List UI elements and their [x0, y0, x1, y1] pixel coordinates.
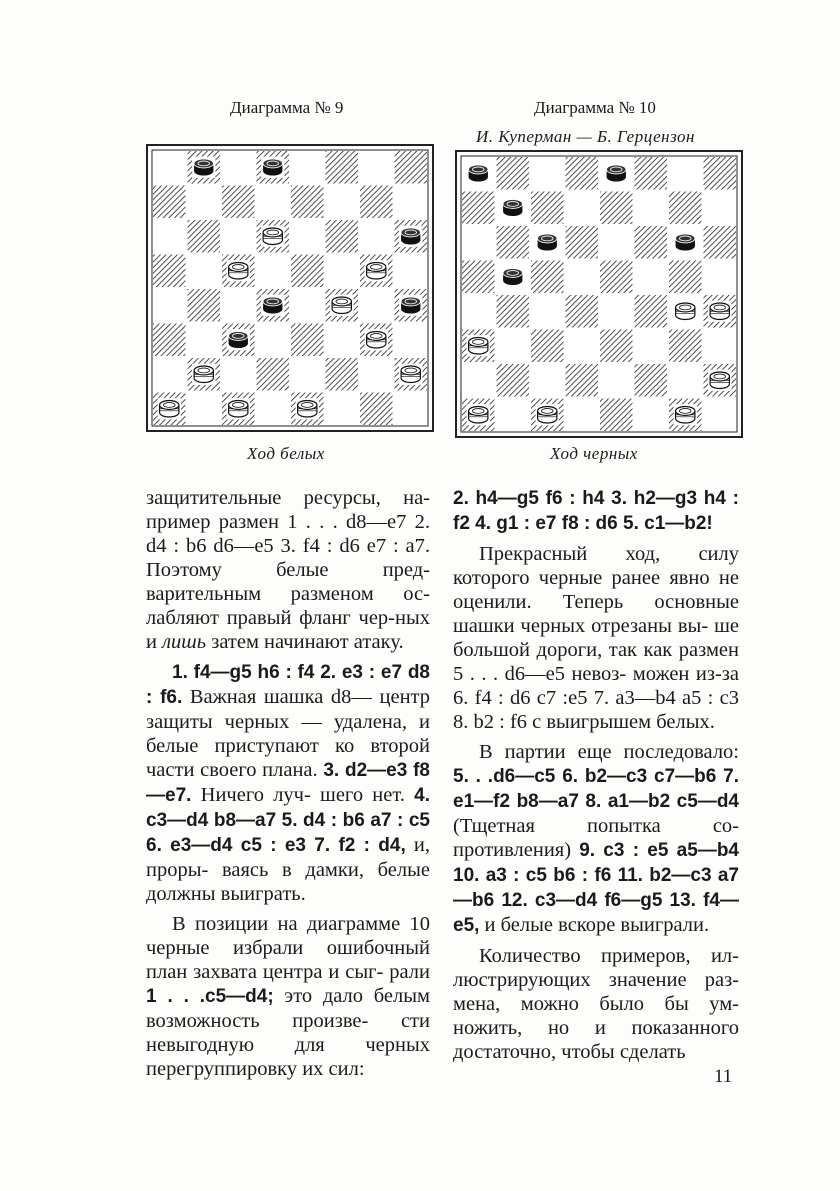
white-checker-h2[interactable]	[708, 370, 731, 391]
white-checker-c5[interactable]	[227, 260, 250, 281]
white-checker-e1[interactable]	[296, 398, 319, 419]
dark-square	[531, 330, 564, 363]
diagram-10-title: Диаграмма № 10	[534, 98, 656, 117]
dark-square	[635, 295, 668, 328]
board-10-svg	[455, 150, 743, 438]
dark-square	[326, 358, 359, 391]
dark-square	[153, 186, 186, 219]
dark-square	[462, 261, 495, 294]
white-checker-c1[interactable]	[536, 404, 559, 425]
diagram-9-turn: Ход белых	[247, 444, 325, 463]
dark-square	[497, 157, 530, 190]
black-checker-h4[interactable]	[399, 295, 422, 316]
dark-square	[222, 186, 255, 219]
dark-square	[360, 186, 393, 219]
dark-square	[600, 192, 633, 225]
move-notation: 1. f4—g5 h6 : f4 2. e3 : e7 d8 : f6.	[146, 662, 430, 708]
dark-square	[291, 324, 324, 357]
dark-square	[600, 399, 633, 432]
white-checker-c1[interactable]	[227, 398, 250, 419]
dark-square	[635, 364, 668, 397]
dark-square	[669, 192, 702, 225]
dark-square	[566, 157, 599, 190]
left-paragraph-1: защитительные ресурсы, на-пример размен 1 . . . d8—e7 2. d4 : b6 d6—e5 3. f4 : d6 e7 : a7. Поэтому белые пред-варительным разменом ос-лабляют правый фланг чер-ных и лишь затем начинают атаку.	[146, 487, 430, 653]
dark-square	[669, 330, 702, 363]
dark-square	[188, 289, 221, 322]
board-diagram-10	[455, 150, 743, 438]
move-notation: 1 . . .c5—d4;	[146, 986, 274, 1007]
left-paragraph-2: 1. f4—g5 h6 : f4 2. e3 : e7 d8 : f6. Важная шашка d8— центр защиты черных — удалена, и белые приступают ко второй части своего плана. 3. d2—e3 f8—e7. Ничего луч- шего нет. 4. c3—d4 b8—a7 5. d4 : b6 a7 : c5 6. e3—d4 c5 : e3 7. f2 : d4, и, проры- ваясь в дамки, белые должны выиграть.	[146, 662, 431, 905]
dark-square	[291, 186, 324, 219]
dark-square	[600, 261, 633, 294]
dark-square	[291, 255, 324, 288]
black-checker-h6[interactable]	[399, 226, 422, 247]
white-checker-a1[interactable]	[158, 398, 181, 419]
white-checker-h4[interactable]	[708, 301, 731, 322]
dark-square	[497, 364, 530, 397]
black-checker-a8[interactable]	[467, 163, 490, 184]
right-paragraph-3: В партии еще последовало: 5. . .d6—c5 6. b2—c3 c7—b6 7. e1—f2 b8—a7 8. a1—b2 c5—d4 (Тщетная попытка со- противления) 9. c3 : e5 a5—b4 10. a3 : c5 b6 : f6 11. b2—c3 a7—b6 12. c3—d4 f6—g5 13. f4—e5, и белые вскоре выиграли.	[453, 741, 739, 936]
white-checker-g5[interactable]	[365, 260, 388, 281]
diagram-10-players: И. Куперман — Б. Герцензон	[476, 127, 695, 146]
black-checker-d4[interactable]	[261, 295, 284, 316]
black-checker-c3[interactable]	[227, 329, 250, 350]
emphasis-text: 1 . . . d8—e7	[287, 511, 407, 533]
white-checker-a1[interactable]	[467, 404, 490, 425]
left-column	[146, 486, 430, 1081]
dark-square	[704, 226, 737, 259]
white-checker-d6[interactable]	[261, 226, 284, 247]
dark-square	[566, 364, 599, 397]
dark-square	[531, 192, 564, 225]
move-notation: 4. c3—d4 b8—a7 5. d4 : b6 a7 : c5 6. e3—d4 c5 : e3 7. f2 : d4,	[146, 785, 430, 856]
dark-square	[497, 226, 530, 259]
dark-square	[704, 157, 737, 190]
dark-square	[326, 151, 359, 184]
emphasis-text: лишь	[162, 631, 207, 653]
diagram-9-title: Диаграмма № 9	[230, 98, 344, 117]
dark-square	[566, 295, 599, 328]
dark-square	[566, 226, 599, 259]
board-diagram-9	[146, 144, 434, 432]
dark-square	[188, 220, 221, 253]
dark-square	[669, 261, 702, 294]
white-checker-g4[interactable]	[674, 301, 697, 322]
left-paragraph-3: В позиции на диаграмме 10 черные избрали ошибочный план захвата центра и сыг- рали 1 . . .c5—d4; это дало белым возможность произве- сти невыгодную для черных перегруппировку их сил:	[146, 913, 430, 1080]
diagram-10-turn: Ход черных	[550, 444, 638, 463]
dark-square	[257, 358, 290, 391]
move-notation: 2. h4—g5 f6 : h4 3. h2—g3 h4 : f2 4. g1 : e7 f8 : d6 5. c1—b2!	[453, 488, 739, 534]
right-column	[453, 486, 739, 1064]
dark-square	[360, 393, 393, 426]
white-checker-f4[interactable]	[330, 295, 353, 316]
black-checker-g6[interactable]	[674, 232, 697, 253]
dark-square	[326, 220, 359, 253]
dark-square	[635, 157, 668, 190]
black-checker-e8[interactable]	[605, 163, 628, 184]
right-paragraph-1	[453, 486, 739, 536]
dark-square	[531, 261, 564, 294]
right-paragraph-2: Прекрасный ход, силу которого черные ранее явно не оценили. Теперь основные шашки черных отрезаны вы- ше большой дороги, так как размен 5 . . . d6—e5 невоз- можен из-за 6. f4 : d6 c7 :e5 7. a3—b4 a5 : c3 8. b2 : f6 с выигрышем белых.	[453, 543, 739, 733]
dark-square	[462, 192, 495, 225]
move-notation: 3. d2—e3 f8—e7.	[146, 760, 430, 806]
white-checker-a3[interactable]	[467, 335, 490, 356]
page-number: 11	[714, 1066, 733, 1087]
white-checker-g3[interactable]	[365, 329, 388, 350]
dark-square	[395, 151, 428, 184]
black-checker-b8[interactable]	[192, 157, 215, 178]
black-checker-d8[interactable]	[261, 157, 284, 178]
black-checker-b7[interactable]	[501, 197, 524, 218]
move-notation: 5. . .d6—c5 6. b2—c3 c7—b6 7. e1—f2 b8—a7 8. a1—b2 c5—d4	[453, 766, 739, 812]
board-9-svg	[146, 144, 434, 432]
black-checker-c6[interactable]	[536, 232, 559, 253]
dark-square	[497, 295, 530, 328]
white-checker-h2[interactable]	[399, 364, 422, 385]
dark-square	[153, 324, 186, 357]
white-checker-b2[interactable]	[192, 364, 215, 385]
dark-square	[600, 330, 633, 363]
black-checker-b5[interactable]	[501, 266, 524, 287]
dark-square	[635, 226, 668, 259]
move-notation: 9. c3 : e5 a5—b4 10. a3 : c5 b6 : f6 11. b2—c3 a7—b6 12. c3—d4 f6—g5 13. f4—e5,	[453, 840, 739, 936]
right-paragraph-4: Количество примеров, ил- люстрирующих значение раз- мена, можно было бы ум- ножить, но и показанного достаточно, чтобы сделать	[453, 945, 739, 1063]
white-checker-g1[interactable]	[674, 404, 697, 425]
dark-square	[153, 255, 186, 288]
